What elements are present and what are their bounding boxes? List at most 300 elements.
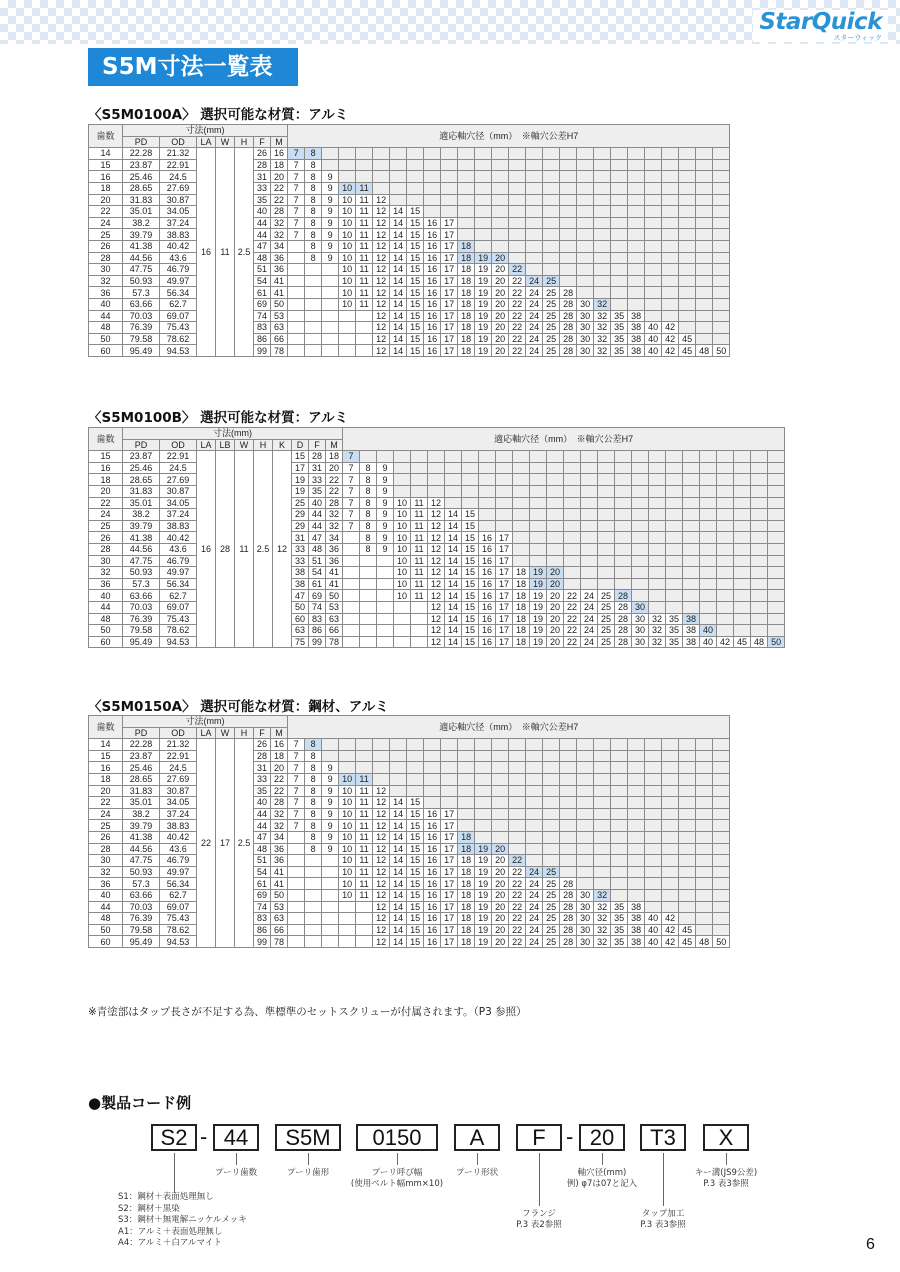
empty-cell: [577, 206, 594, 218]
empty-cell: [492, 194, 509, 206]
empty-cell: [547, 497, 564, 509]
bore-cell: 22: [509, 345, 526, 357]
material-item: S1：鋼材＋表面処理無し: [118, 1192, 214, 1202]
empty-cell: [543, 762, 560, 774]
bore-cell: 28: [615, 625, 632, 637]
bore-cell: 30: [577, 936, 594, 948]
table-row: [89, 820, 730, 832]
bore-cell: 38: [628, 322, 645, 334]
bore-cell: 14: [390, 901, 407, 913]
empty-cell: [577, 797, 594, 809]
empty-cell: [628, 287, 645, 299]
empty-cell: [543, 264, 560, 276]
spec-label: LB: [216, 439, 235, 451]
bore-cell: 24: [526, 901, 543, 913]
empty-cell: [679, 182, 696, 194]
teeth-cell: 32: [89, 866, 123, 878]
bore-cell: 9: [322, 808, 339, 820]
bore-cell: 10: [394, 520, 411, 532]
empty-cell: [475, 217, 492, 229]
spec-cell: 33: [254, 773, 271, 785]
teeth-cell: 18: [89, 182, 123, 194]
bore-cell: 11: [356, 275, 373, 287]
empty-cell: [717, 543, 734, 555]
bore-cell: 24: [526, 298, 543, 310]
bore-cell: 25: [543, 322, 560, 334]
empty-cell: [611, 298, 628, 310]
spec-cell: 29: [292, 520, 309, 532]
empty-cell: [322, 924, 339, 936]
empty-cell: [615, 462, 632, 474]
empty-cell: [475, 785, 492, 797]
empty-cell: [751, 543, 768, 555]
empty-cell: [628, 739, 645, 751]
empty-cell: [713, 889, 730, 901]
bore-cell: 28: [560, 345, 577, 357]
bore-cell: 8: [305, 229, 322, 241]
empty-cell: [356, 148, 373, 160]
table-row: [89, 555, 785, 567]
bore-cell: 11: [411, 578, 428, 590]
bore-cell: 10: [339, 866, 356, 878]
empty-cell: [394, 474, 411, 486]
spec-cell: 79.58: [123, 333, 160, 345]
empty-cell: [492, 773, 509, 785]
spec-cell: 32: [326, 509, 343, 521]
bore-cell: 12: [428, 578, 445, 590]
bore-cell: 10: [394, 567, 411, 579]
empty-cell: [768, 509, 785, 521]
empty-cell: [530, 485, 547, 497]
bore-cell: 20: [492, 298, 509, 310]
spec-cell: 66: [271, 924, 288, 936]
table-row: [89, 543, 785, 555]
empty-cell: [700, 601, 717, 613]
spec-cell: 34: [271, 240, 288, 252]
empty-cell: [513, 462, 530, 474]
bore-cell: 30: [577, 345, 594, 357]
bore-cell: 35: [666, 636, 683, 648]
table-row: [89, 901, 730, 913]
bore-cell: 38: [628, 345, 645, 357]
table-row: [89, 878, 730, 890]
spec-cell: 34.05: [160, 497, 197, 509]
bore-cell: 19: [530, 636, 547, 648]
empty-cell: [377, 451, 394, 463]
empty-cell: [560, 785, 577, 797]
table-row: [89, 322, 730, 334]
bore-cell: 18: [458, 240, 475, 252]
empty-cell: [377, 636, 394, 648]
empty-cell: [717, 520, 734, 532]
bore-cell: 8: [305, 159, 322, 171]
spec-cell: 43.6: [160, 252, 197, 264]
empty-cell: [611, 855, 628, 867]
spec-cell: 54: [309, 567, 326, 579]
spec-label: W: [216, 727, 235, 739]
empty-cell: [666, 474, 683, 486]
spec-label: LA: [197, 136, 216, 148]
empty-cell: [360, 578, 377, 590]
empty-cell: [526, 808, 543, 820]
empty-cell: [343, 532, 360, 544]
empty-cell: [662, 182, 679, 194]
bore-cell: 32: [594, 345, 611, 357]
empty-cell: [615, 532, 632, 544]
empty-cell: [475, 159, 492, 171]
empty-cell: [526, 785, 543, 797]
empty-cell: [560, 275, 577, 287]
spec-cell: 31.83: [123, 194, 160, 206]
material-item: S2：鋼材＋黒染: [118, 1203, 180, 1214]
spec-cell: 22: [271, 194, 288, 206]
empty-cell: [768, 601, 785, 613]
bore-cell: 14: [390, 217, 407, 229]
code-dash: -: [200, 1124, 208, 1149]
bore-cell: 15: [407, 229, 424, 241]
teeth-cell: 24: [89, 808, 123, 820]
empty-cell: [288, 855, 305, 867]
empty-cell: [611, 785, 628, 797]
spec-cell: 50.93: [123, 567, 160, 579]
spec-cell: 56.34: [160, 578, 197, 590]
label-form: プーリ形状: [455, 1168, 499, 1178]
empty-cell: [598, 497, 615, 509]
empty-cell: [594, 843, 611, 855]
empty-cell: [581, 567, 598, 579]
bore-cell: 17: [441, 924, 458, 936]
spec-cell: 44.56: [123, 843, 160, 855]
empty-cell: [649, 520, 666, 532]
teeth-cell: 25: [89, 520, 123, 532]
bore-cell: 15: [462, 509, 479, 521]
bore-cell: 12: [428, 590, 445, 602]
bore-cell: 24: [526, 345, 543, 357]
spec-label: F: [254, 727, 271, 739]
empty-cell: [479, 451, 496, 463]
empty-cell: [322, 913, 339, 925]
bore-cell: 18: [458, 264, 475, 276]
empty-cell: [696, 820, 713, 832]
empty-cell: [594, 159, 611, 171]
spec-cell: 78: [271, 345, 288, 357]
empty-cell: [458, 194, 475, 206]
table-row: [89, 240, 730, 252]
bore-cell: 24: [526, 322, 543, 334]
empty-cell: [662, 831, 679, 843]
empty-cell: [751, 520, 768, 532]
bore-cell: 16: [424, 878, 441, 890]
bore-cell: 8: [305, 739, 322, 751]
empty-cell: [679, 913, 696, 925]
empty-cell: [662, 797, 679, 809]
empty-cell: [492, 159, 509, 171]
spec-cell: 95.49: [123, 636, 160, 648]
bore-cell: 16: [424, 252, 441, 264]
section-title-s5m0100b: 〈S5M0100B〉 選択可能な材質：アルミ: [88, 410, 349, 426]
empty-cell: [577, 194, 594, 206]
empty-cell: [662, 889, 679, 901]
spec-cell: 28.65: [123, 474, 160, 486]
page-title: S5M寸法一覧表: [88, 48, 298, 86]
empty-cell: [683, 451, 700, 463]
teeth-cell: 26: [89, 240, 123, 252]
empty-cell: [611, 194, 628, 206]
spec-cell: 39.79: [123, 820, 160, 832]
empty-cell: [356, 901, 373, 913]
empty-cell: [390, 739, 407, 751]
empty-cell: [713, 298, 730, 310]
empty-cell: [577, 750, 594, 762]
bore-cell: 19: [475, 924, 492, 936]
empty-cell: [339, 924, 356, 936]
empty-cell: [615, 555, 632, 567]
empty-cell: [632, 474, 649, 486]
spec-cell: 36: [326, 555, 343, 567]
empty-cell: [628, 194, 645, 206]
bore-cell: 40: [645, 924, 662, 936]
spec-cell: 38.83: [160, 820, 197, 832]
empty-cell: [288, 924, 305, 936]
bore-cell: 12: [373, 785, 390, 797]
label-shape: プーリ歯形: [286, 1168, 330, 1178]
empty-cell: [696, 287, 713, 299]
material-list: [118, 1192, 247, 1250]
empty-cell: [509, 252, 526, 264]
empty-cell: [696, 298, 713, 310]
table-row: [89, 287, 730, 299]
empty-cell: [666, 520, 683, 532]
empty-cell: [560, 240, 577, 252]
empty-cell: [390, 148, 407, 160]
bore-cell: 15: [462, 520, 479, 532]
bore-cell: 35: [611, 333, 628, 345]
empty-cell: [662, 206, 679, 218]
empty-cell: [734, 497, 751, 509]
empty-cell: [543, 148, 560, 160]
empty-cell: [543, 252, 560, 264]
spec-cell: 22: [271, 182, 288, 194]
empty-cell: [594, 750, 611, 762]
spec-cell: 27.69: [160, 474, 197, 486]
empty-cell: [560, 171, 577, 183]
bore-cell: 18: [458, 878, 475, 890]
empty-cell: [343, 601, 360, 613]
bore-cell: 42: [662, 913, 679, 925]
empty-cell: [322, 866, 339, 878]
bore-cell: 9: [322, 182, 339, 194]
empty-cell: [628, 843, 645, 855]
bore-cell: 9: [322, 843, 339, 855]
spec-cell: 47: [309, 532, 326, 544]
empty-cell: [492, 148, 509, 160]
spec-label: F: [254, 136, 271, 148]
empty-cell: [717, 485, 734, 497]
empty-cell: [666, 567, 683, 579]
empty-cell: [717, 567, 734, 579]
empty-cell: [360, 625, 377, 637]
empty-cell: [526, 831, 543, 843]
empty-cell: [632, 485, 649, 497]
empty-cell: [662, 229, 679, 241]
empty-cell: [696, 739, 713, 751]
table-row: [89, 567, 785, 579]
shared-dim-cell: 16: [197, 451, 216, 648]
empty-cell: [713, 831, 730, 843]
empty-cell: [611, 171, 628, 183]
empty-cell: [577, 762, 594, 774]
empty-cell: [305, 287, 322, 299]
empty-cell: [751, 451, 768, 463]
spec-cell: 48: [254, 843, 271, 855]
bore-cell: 16: [424, 240, 441, 252]
bore-cell: 15: [407, 831, 424, 843]
empty-cell: [632, 590, 649, 602]
bore-cell: 38: [628, 310, 645, 322]
empty-cell: [360, 601, 377, 613]
table-row: [89, 532, 785, 544]
bore-cell: 16: [424, 913, 441, 925]
bore-cell: 38: [683, 636, 700, 648]
empty-cell: [411, 601, 428, 613]
empty-cell: [683, 590, 700, 602]
empty-cell: [751, 485, 768, 497]
bore-cell: 10: [394, 509, 411, 521]
empty-cell: [441, 773, 458, 785]
bore-cell: 25: [543, 333, 560, 345]
empty-cell: [543, 739, 560, 751]
empty-cell: [407, 785, 424, 797]
spec-label: M: [326, 439, 343, 451]
bore-cell: 17: [496, 532, 513, 544]
empty-cell: [543, 831, 560, 843]
bore-cell: 24: [526, 333, 543, 345]
empty-cell: [509, 797, 526, 809]
empty-cell: [526, 217, 543, 229]
empty-cell: [322, 264, 339, 276]
bore-cell: 9: [322, 206, 339, 218]
spec-cell: 83: [309, 613, 326, 625]
bore-cell: 25: [543, 901, 560, 913]
bore-cell: 11: [356, 831, 373, 843]
bore-cell: 17: [441, 333, 458, 345]
empty-cell: [288, 287, 305, 299]
empty-cell: [679, 194, 696, 206]
spec-cell: 33: [254, 182, 271, 194]
bore-cell: 18: [458, 924, 475, 936]
spec-cell: 44: [254, 808, 271, 820]
spec-cell: 28: [271, 206, 288, 218]
bore-cell: 14: [390, 855, 407, 867]
empty-cell: [662, 240, 679, 252]
bore-cell: 15: [462, 636, 479, 648]
empty-cell: [509, 148, 526, 160]
empty-cell: [577, 217, 594, 229]
empty-cell: [547, 509, 564, 521]
empty-cell: [713, 878, 730, 890]
empty-cell: [445, 485, 462, 497]
bore-cell: 11: [356, 182, 373, 194]
empty-cell: [509, 739, 526, 751]
bore-cell: 20: [492, 333, 509, 345]
bore-cell: 14: [390, 240, 407, 252]
bore-cell: 17: [441, 275, 458, 287]
empty-cell: [411, 636, 428, 648]
bore-cell: 17: [441, 229, 458, 241]
empty-cell: [543, 206, 560, 218]
empty-cell: [717, 462, 734, 474]
empty-cell: [492, 739, 509, 751]
spec-cell: 66: [271, 333, 288, 345]
bore-cell: 32: [594, 924, 611, 936]
bore-cell: 12: [373, 889, 390, 901]
table-row: [89, 831, 730, 843]
connector-line: [539, 1153, 540, 1206]
bore-cell: 8: [305, 820, 322, 832]
empty-cell: [462, 485, 479, 497]
empty-cell: [577, 808, 594, 820]
teeth-cell: 36: [89, 578, 123, 590]
empty-cell: [628, 831, 645, 843]
teeth-cell: 30: [89, 555, 123, 567]
bore-cell: 17: [441, 855, 458, 867]
empty-cell: [594, 808, 611, 820]
bore-cell: 7: [288, 797, 305, 809]
teeth-cell: 24: [89, 217, 123, 229]
bore-cell: 18: [458, 866, 475, 878]
bore-cell: 16: [424, 322, 441, 334]
spec-cell: 36: [271, 264, 288, 276]
spec-cell: 57.3: [123, 578, 160, 590]
dimension-table: [88, 124, 730, 357]
empty-cell: [717, 555, 734, 567]
empty-cell: [645, 750, 662, 762]
bore-cell: 8: [305, 240, 322, 252]
bore-cell: 48: [696, 345, 713, 357]
empty-cell: [458, 797, 475, 809]
empty-cell: [390, 159, 407, 171]
empty-cell: [411, 625, 428, 637]
label-flange-sub: P.3 表2参照: [516, 1220, 562, 1230]
spec-cell: 41.38: [123, 532, 160, 544]
bore-cell: 25: [543, 936, 560, 948]
empty-cell: [696, 194, 713, 206]
empty-cell: [598, 509, 615, 521]
spec-cell: 50: [326, 590, 343, 602]
spec-label: PD: [123, 136, 160, 148]
empty-cell: [611, 866, 628, 878]
empty-cell: [543, 159, 560, 171]
empty-cell: [513, 555, 530, 567]
empty-cell: [560, 750, 577, 762]
bore-cell: 10: [394, 578, 411, 590]
shared-dim-cell: 2.5: [254, 451, 273, 648]
spec-cell: 48: [309, 543, 326, 555]
empty-cell: [407, 739, 424, 751]
empty-cell: [751, 578, 768, 590]
bore-cell: 7: [288, 739, 305, 751]
bore-cell: 8: [305, 797, 322, 809]
bore-cell: 24: [526, 287, 543, 299]
empty-cell: [288, 889, 305, 901]
bore-cell: 35: [611, 901, 628, 913]
empty-cell: [424, 206, 441, 218]
spec-cell: 28: [271, 797, 288, 809]
bore-cell: 18: [458, 275, 475, 287]
empty-cell: [373, 762, 390, 774]
spec-cell: 32: [271, 820, 288, 832]
spec-cell: 41.38: [123, 240, 160, 252]
